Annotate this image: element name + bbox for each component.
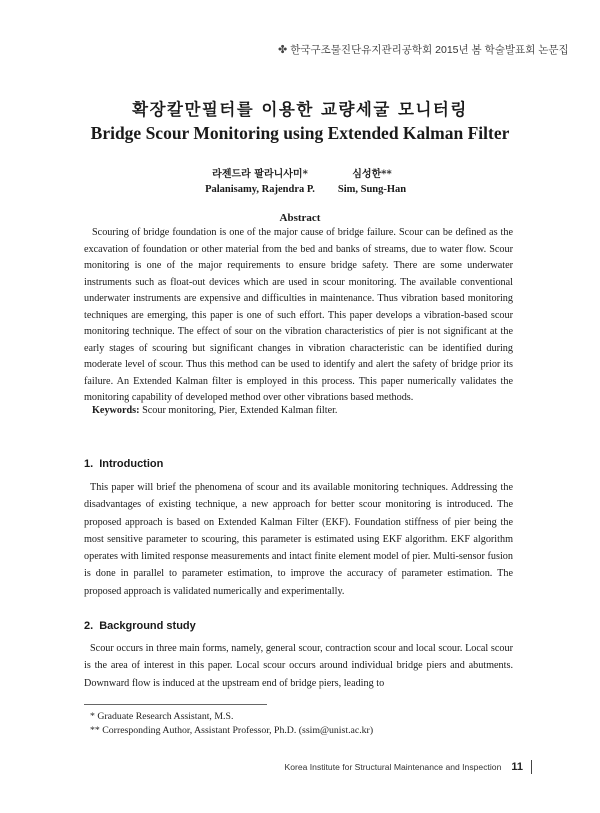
author-2 [292, 165, 452, 195]
footnote-divider [84, 704, 267, 705]
footnote-2: ** Corresponding Author, Assistant Professor, Ph.D. (ssim@unist.ac.kr) [90, 725, 374, 736]
footnotes [90, 710, 373, 738]
section-title: Introduction [99, 458, 164, 470]
header-ornament-icon: ✤ [278, 44, 288, 56]
footer-divider [531, 760, 532, 774]
section-number: 1. [84, 458, 94, 470]
section-title: Background study [99, 620, 196, 632]
author-1-name-english: Palanisamy, Rajendra P. [205, 184, 315, 195]
footer-organization: Korea Institute for Structural Maintenance and Inspection [284, 762, 502, 772]
section-heading-introduction [84, 458, 163, 470]
section-heading-background [84, 620, 196, 632]
running-header [278, 42, 569, 57]
footnote-1: * Graduate Research Assistant, M.S. [90, 711, 234, 722]
author-1-name-korean: 라젠드라 팔라니사미* [212, 169, 308, 180]
keywords-text: Scour monitoring, Pier, Extended Kalman filter. [142, 405, 338, 416]
keywords-label: Keywords: [92, 405, 140, 416]
section-number: 2. [84, 620, 94, 632]
title-english: Bridge Scour Monitoring using Extended Kalman Filter [90, 123, 510, 143]
title-korean: 확장칼만필터를 이용한 교량세굴 모니터링 [132, 100, 468, 119]
page-number: 11 [511, 761, 523, 773]
author-2-name-english: Sim, Sung-Han [337, 184, 407, 195]
background-paragraph: Scour occurs in three main forms, namely, general scour, contraction scour and local scour. Local scour is the area of interest in this paper. Local scour occurs around individual bridge piers and abutments. Downward flow is induced at the upstream end of bridge piers, leading to [84, 643, 513, 689]
abstract-text: Scouring of bridge foundation is one of the major cause of bridge failure. Scour can be defined as the excavation of foundation or other material from the bed and banks of streams, due to water flow. Scour monitoring is one of the major requirements to ensure bridge safety. There are some underwater instruments such as float-out devices which are used in scour monitoring. The available conventional underwater instruments are expensive and difficulties in maintenance. Thus vibration based monitoring techniques are emerging, this paper is one of such effort. This paper develops a vibration-based scour monitoring technique. The effect of sour on the vibration characteristics of pier is not significant at the early stages of scouring but significant changes in vibration characteristic can be identified during moderate level of scour. Thus this method can be used to identify and alert the safety of bridge prior its failure. An Extended Kalman filter is employed in this process. This paper numerically validates the monitoring capability of developed method over other vibrations based methods. [84, 227, 513, 403]
introduction-paragraph: This paper will brief the phenomena of scour and its available monitoring techniques. Addressing the disadvantages of existing technique, a new approach for better scour monitoring is introduced. The proposed approach is based on Extended Kalman Filter (EKF). Foundation stiffness of pier being the most sensitive parameter to scouring, this parameter is estimated using EKF algorithm. EKF algorithm operates with limited response measurements and intact finite element model of pier. Multi-sensor fusion is done in parallel to parameter estimation, to improve the accuracy of parameter estimation. The proposed approach is validated numerically and experimentally. [84, 482, 513, 597]
author-2-name-korean: 심성한** [352, 169, 392, 180]
page-footer [284, 760, 532, 774]
header-text: 한국구조물진단유지관리공학회 2015년 봄 학술발표회 논문집 [290, 44, 569, 56]
abstract-heading: Abstract [279, 212, 321, 224]
keywords-line [92, 405, 512, 416]
